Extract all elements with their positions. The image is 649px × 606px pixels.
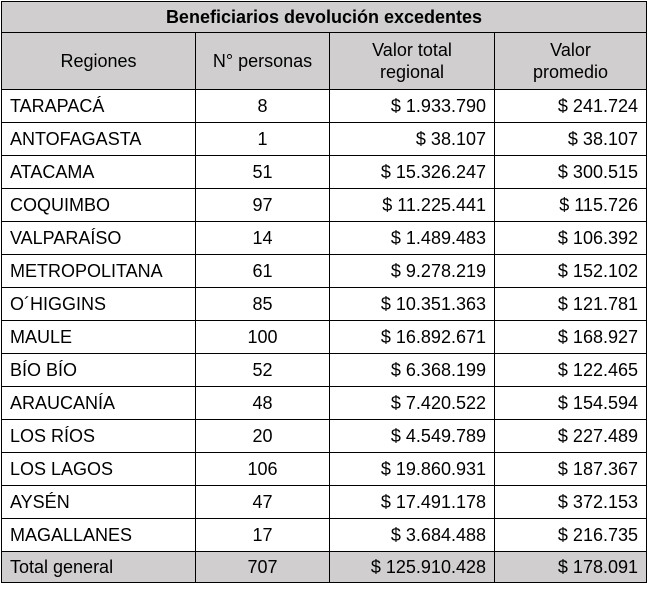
header-row (2, 33, 647, 90)
cell-valor-promedio: $ 241.724 (495, 90, 647, 123)
cell-region: O´HIGGINS (2, 288, 196, 321)
cell-valor-promedio: $ 168.927 (495, 321, 647, 354)
cell-valor-total: $ 6.368.199 (330, 354, 495, 387)
cell-region: MAGALLANES (2, 519, 196, 552)
total-label: Total general (2, 552, 196, 583)
total-valor-total: $ 125.910.428 (330, 552, 495, 583)
cell-valor-total: $ 1.489.483 (330, 222, 495, 255)
cell-persons: 17 (196, 519, 330, 552)
cell-valor-promedio: $ 154.594 (495, 387, 647, 420)
cell-region: COQUIMBO (2, 189, 196, 222)
total-row (2, 552, 647, 583)
cell-valor-promedio: $ 122.465 (495, 354, 647, 387)
cell-persons: 1 (196, 123, 330, 156)
table-row (2, 420, 647, 453)
cell-region: VALPARAÍSO (2, 222, 196, 255)
table-row (2, 486, 647, 519)
cell-region: MAULE (2, 321, 196, 354)
cell-region: AYSÉN (2, 486, 196, 519)
cell-region: METROPOLITANA (2, 255, 196, 288)
cell-valor-promedio: $ 300.515 (495, 156, 647, 189)
header-valor-total-line1: Valor total (372, 40, 452, 60)
header-regiones: Regiones (2, 33, 196, 90)
cell-valor-total: $ 38.107 (330, 123, 495, 156)
table-row (2, 123, 647, 156)
table-row (2, 321, 647, 354)
table-row (2, 288, 647, 321)
table-body (2, 90, 647, 552)
header-personas: N° personas (196, 33, 330, 90)
cell-persons: 48 (196, 387, 330, 420)
cell-valor-promedio: $ 372.153 (495, 486, 647, 519)
cell-valor-promedio: $ 216.735 (495, 519, 647, 552)
cell-persons: 14 (196, 222, 330, 255)
table-row (2, 453, 647, 486)
header-valor-promedio (495, 33, 647, 90)
cell-valor-total: $ 7.420.522 (330, 387, 495, 420)
cell-persons: 61 (196, 255, 330, 288)
cell-persons: 20 (196, 420, 330, 453)
cell-persons: 52 (196, 354, 330, 387)
table-row (2, 90, 647, 123)
cell-persons: 97 (196, 189, 330, 222)
table-row (2, 354, 647, 387)
header-valor-promedio-line1: Valor (550, 40, 591, 60)
total-valor-promedio: $ 178.091 (495, 552, 647, 583)
table-row (2, 189, 647, 222)
beneficiarios-table (1, 1, 647, 583)
cell-persons: 106 (196, 453, 330, 486)
table-row (2, 156, 647, 189)
table-row (2, 387, 647, 420)
cell-valor-promedio: $ 152.102 (495, 255, 647, 288)
cell-persons: 100 (196, 321, 330, 354)
cell-valor-total: $ 10.351.363 (330, 288, 495, 321)
cell-valor-total: $ 15.326.247 (330, 156, 495, 189)
cell-persons: 85 (196, 288, 330, 321)
cell-valor-total: $ 11.225.441 (330, 189, 495, 222)
cell-persons: 47 (196, 486, 330, 519)
cell-region: ATACAMA (2, 156, 196, 189)
total-persons: 707 (196, 552, 330, 583)
cell-valor-promedio: $ 187.367 (495, 453, 647, 486)
cell-valor-promedio: $ 38.107 (495, 123, 647, 156)
cell-valor-total: $ 3.684.488 (330, 519, 495, 552)
cell-persons: 8 (196, 90, 330, 123)
cell-region: TARAPACÁ (2, 90, 196, 123)
header-valor-promedio-line2: promedio (532, 62, 609, 82)
cell-valor-total: $ 1.933.790 (330, 90, 495, 123)
cell-valor-promedio: $ 106.392 (495, 222, 647, 255)
cell-valor-promedio: $ 121.781 (495, 288, 647, 321)
table-row (2, 519, 647, 552)
cell-region: ANTOFAGASTA (2, 123, 196, 156)
table-row (2, 222, 647, 255)
cell-region: ARAUCANÍA (2, 387, 196, 420)
cell-valor-total: $ 9.278.219 (330, 255, 495, 288)
cell-region: LOS RÍOS (2, 420, 196, 453)
cell-valor-promedio: $ 227.489 (495, 420, 647, 453)
cell-valor-total: $ 17.491.178 (330, 486, 495, 519)
cell-valor-total: $ 4.549.789 (330, 420, 495, 453)
cell-valor-total: $ 16.892.671 (330, 321, 495, 354)
cell-region: LOS LAGOS (2, 453, 196, 486)
cell-region: BÍO BÍO (2, 354, 196, 387)
cell-persons: 51 (196, 156, 330, 189)
table-title: Beneficiarios devolución excedentes (2, 2, 647, 33)
table-row (2, 255, 647, 288)
cell-valor-promedio: $ 115.726 (495, 189, 647, 222)
header-valor-total (330, 33, 495, 90)
cell-valor-total: $ 19.860.931 (330, 453, 495, 486)
header-valor-total-line2: regional (379, 62, 445, 82)
